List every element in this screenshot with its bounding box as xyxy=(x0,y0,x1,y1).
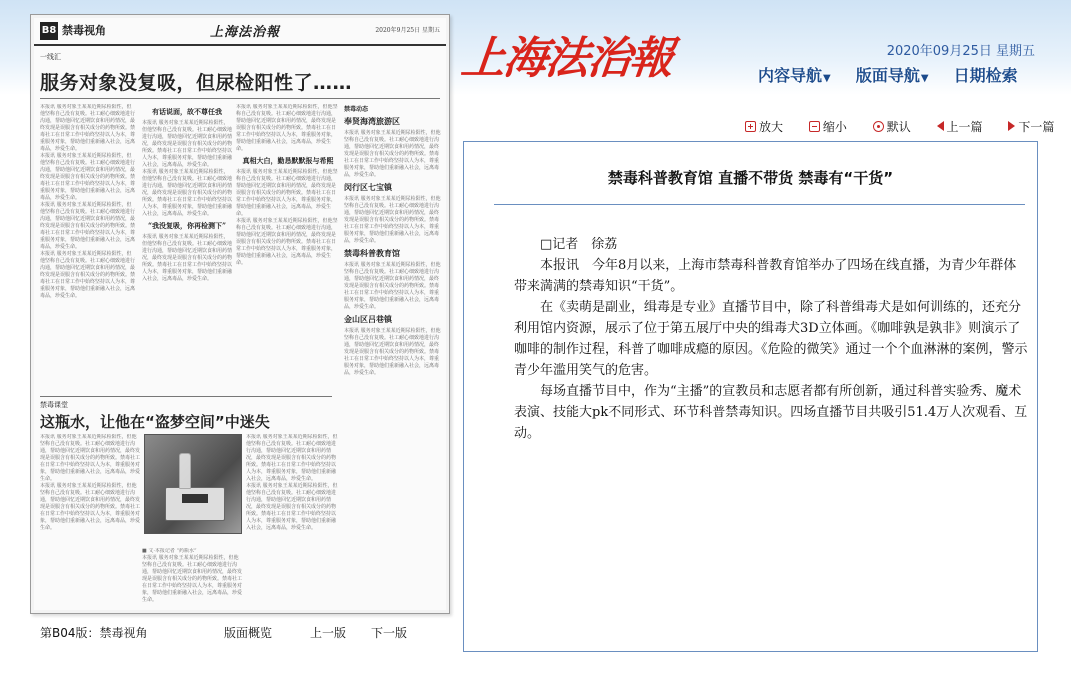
content-nav-menu[interactable] xyxy=(758,63,831,86)
next-page-link[interactable]: 下一版 xyxy=(371,626,408,640)
paper-photo xyxy=(144,434,242,534)
paper-column-text: 本报讯 服务对象王某某近期尿检阳性，但他坚称自己没有复吸。社工耐心细致地进行沟通，帮助他回忆近期饮食和用药情况，最终发现是误服含有相关成分的药物所致。禁毒社工在日常工作中始终坚持以人为本，尊重服务对象，帮助他们重新融入社会，远离毒品，珍爱生命。 xyxy=(142,555,242,603)
paper-column-text: 本报讯 服务对象王某某近期尿检阳性，但他坚称自己没有复吸。社工耐心细致地进行沟通，帮助他回忆近期饮食和用药情况，最终发现是误服含有相关成分的药物所致。禁毒社工在日常工作中始终坚持以人为本，尊重服务对象，帮助他们重新融入社会，远离毒品，珍爱生命。 xyxy=(236,218,338,266)
paper-column-title: 真相大白，勤恳默默报与希熙 xyxy=(242,156,334,165)
paper-tag-top: 一线汇 xyxy=(40,53,61,61)
paper-column-text: 本报讯 服务对象王某某近期尿检阳性，但他坚称自己没有复吸。社工耐心细致地进行沟通，帮助他回忆近期饮食和用药情况，最终发现是误服含有相关成分的药物所致。禁毒社工在日常工作中始终坚持以人为本，尊重服务对象，帮助他们重新融入社会，远离毒品，珍爱生命。 xyxy=(40,104,136,152)
zoom-in-button[interactable] xyxy=(745,118,783,135)
article-paragraph: 在《卖萌是副业，缉毒是专业》直播节目中，除了科普缉毒犬是如何训练的，还充分利用馆内资源，展示了位于第五展厅中央的缉毒犬3D立体画。《咖啡孰是孰非》则演示了咖啡的制作过程，科普了咖啡成瘾的原因。《危险的微笑》通过一个个血淋淋的案例，警示青少年滥用笑气的危害。 xyxy=(514,300,1028,378)
paper-column-text: 本报讯 服务对象王某某近期尿检阳性，但他坚称自己没有复吸。社工耐心细致地进行沟通，帮助他回忆近期饮食和用药情况，最终发现是误服含有相关成分的药物所致。禁毒社工在日常工作中始终坚持以人为本，尊重服务对象，帮助他们重新融入社会，远离毒品，珍爱生命。 xyxy=(344,130,441,178)
section-badge: B8 xyxy=(40,22,58,40)
article-toolbar xyxy=(745,118,1054,135)
article-paragraph: 本报讯 今年8月以来，上海市禁毒科普教育馆举办了四场在线直播，为青少年群体带来満满的禁毒知识“干货”。 xyxy=(514,258,1017,294)
page-label: 第B04版：禁毒视角 xyxy=(40,626,148,640)
next-article-button[interactable] xyxy=(1008,118,1054,135)
zoom-in-label: 放大 xyxy=(759,120,784,134)
paper-column-text: 本报讯 服务对象王某某近期尿检阳性，但他坚称自己没有复吸。社工耐心细致地进行沟通，帮助他回忆近期饮食和用药情况，最终发现是误服含有相关成分的药物所致。禁毒社工在日常工作中始终坚持以人为本，尊重服务对象，帮助他们重新融入社会，远离毒品，珍爱生命。 xyxy=(344,262,441,310)
paper-tag-mid: 禁毒课堂 xyxy=(40,401,68,409)
plus-icon xyxy=(745,121,756,132)
paper-column-4[interactable] xyxy=(40,434,140,610)
paper-column-text: 本报讯 服务对象王某某近期尿检阳性，但他坚称自己没有复吸。社工耐心细致地进行沟通，帮助他回忆近期饮食和用药情况，最终发现是误服含有相关成分的药物所致。禁毒社工在日常工作中始终坚持以人为本，尊重服务对象，帮助他们重新融入社会，远离毒品，珍爱生命。 xyxy=(142,169,232,217)
main-nav xyxy=(758,63,1038,86)
paper-photo-caption: ■ 文·本报记者 “药瓶水” xyxy=(142,548,197,554)
scale-graphic xyxy=(165,487,225,521)
paper-header xyxy=(34,18,446,46)
layout-nav-label: 版面导航 xyxy=(855,66,920,85)
paper-divider xyxy=(40,98,440,99)
newspaper-page-image[interactable] xyxy=(34,18,446,610)
paper-side-head: 闵行区七宝镇 xyxy=(344,182,392,192)
arrow-right-icon xyxy=(1008,121,1015,131)
prev-page-link[interactable]: 上一版 xyxy=(310,626,347,640)
paper-side-head: 金山区吕巷镇 xyxy=(344,314,392,324)
paper-column-text: 本报讯 服务对象王某某近期尿检阳性，但他坚称自己没有复吸。社工耐心细致地进行沟通，帮助他回忆近期饮食和用药情况，最终发现是误服含有相关成分的药物所致。禁毒社工在日常工作中始终坚持以人为本，尊重服务对象，帮助他们重新融入社会，远离毒品，珍爱生命。 xyxy=(236,169,338,217)
date-search-link[interactable]: 日期检索 xyxy=(953,66,1018,85)
reset-zoom-button[interactable] xyxy=(873,118,911,135)
paper-column-text: 本报讯 服务对象王某某近期尿检阳性，但他坚称自己没有复吸。社工耐心细致地进行沟通，帮助他回忆近期饮食和用药情况，最终发现是误服含有相关成分的药物所致。禁毒社工在日常工作中始终坚持以人为本，尊重服务对象，帮助他们重新融入社会，远离毒品，珍爱生命。 xyxy=(246,483,338,531)
paper-column-text: 本报讯 服务对象王某某近期尿检阳性，但他坚称自己没有复吸。社工耐心细致地进行沟通，帮助他回忆近期饮食和用药情况，最终发现是误服含有相关成分的药物所致。禁毒社工在日常工作中始终坚持以人为本，尊重服务对象，帮助他们重新融入社会，远离毒品，珍爱生命。 xyxy=(236,104,338,152)
reset-icon xyxy=(873,121,884,132)
paper-column-text: 本报讯 服务对象王某某近期尿检阳性，但他坚称自己没有复吸。社工耐心细致地进行沟通，帮助他回忆近期饮食和用药情况，最终发现是误服含有相关成分的药物所致。禁毒社工在日常工作中始终坚持以人为本，尊重服务对象，帮助他们重新融入社会，远离毒品，珍爱生命。 xyxy=(344,196,441,244)
prev-article-button[interactable] xyxy=(937,118,983,135)
paper-column-text: 本报讯 服务对象王某某近期尿检阳性，但他坚称自己没有复吸。社工耐心细致地进行沟通，帮助他回忆近期饮食和用药情况，最终发现是误服含有相关成分的药物所致。禁毒社工在日常工作中始终坚持以人为本，尊重服务对象，帮助他们重新融入社会，远离毒品，珍爱生命。 xyxy=(40,202,136,250)
article-title: 禁毒科普教育馆 直播不带货 禁毒有“干货” xyxy=(607,169,894,187)
page-overview-link[interactable]: 版面概览 xyxy=(224,626,273,640)
paper-column-text: 本报讯 服务对象王某某近期尿检阳性，但他坚称自己没有复吸。社工耐心细致地进行沟通，帮助他回忆近期饮食和用药情况，最终发现是误服含有相关成分的药物所致。禁毒社工在日常工作中始终坚持以人为本，尊重服务对象，帮助他们重新融入社会，远离毒品，珍爱生命。 xyxy=(40,251,136,299)
paper-column-5[interactable] xyxy=(142,548,242,610)
article-byline: □记者 徐荔 xyxy=(540,237,618,252)
reset-label: 默认 xyxy=(886,120,911,134)
paper-column-6[interactable] xyxy=(246,434,340,610)
paper-side-head: 奉贤海湾旅游区 xyxy=(344,116,400,126)
section-name: 禁毒视角 xyxy=(62,24,106,37)
layout-nav-menu[interactable] xyxy=(856,63,929,86)
paper-divider xyxy=(40,396,332,397)
zoom-out-label: 缩小 xyxy=(822,120,847,134)
paper-column-tag: 禁毒动态 xyxy=(344,106,369,113)
current-date: 2020年09月25日 星期五 xyxy=(886,44,1035,59)
paper-column-title: “我没复吸，你再检测下” xyxy=(147,221,227,230)
arrow-left-icon xyxy=(937,121,944,131)
paper-column-text: 本报讯 服务对象王某某近期尿检阳性，但他坚称自己没有复吸。社工耐心细致地进行沟通，帮助他回忆近期饮食和用药情况，最终发现是误服含有相关成分的药物所致。禁毒社工在日常工作中始终坚持以人为本，尊重服务对象，帮助他们重新融入社会，远离毒品，珍爱生命。 xyxy=(40,153,136,201)
paper-column-text: 本报讯 服务对象王某某近期尿检阳性，但他坚称自己没有复吸。社工耐心细致地进行沟通，帮助他回忆近期饮食和用药情况，最终发现是误服含有相关成分的药物所致。禁毒社工在日常工作中始终坚持以人为本，尊重服务对象，帮助他们重新融入社会，远离毒品，珍爱生命。 xyxy=(142,120,232,168)
paper-date-small: 2020年9月25日 星期五 xyxy=(375,27,440,34)
bottle-graphic xyxy=(179,453,191,489)
paper-side-column[interactable] xyxy=(344,104,442,610)
paper-column-text: 本报讯 服务对象王某某近期尿检阳性，但他坚称自己没有复吸。社工耐心细致地进行沟通，帮助他回忆近期饮食和用药情况，最终发现是误服含有相关成分的药物所致。禁毒社工在日常工作中始终坚持以人为本，尊重服务对象，帮助他们重新融入社会，远离毒品，珍爱生命。 xyxy=(40,434,140,482)
article-paragraph: 每场直播节目中，作为“主播”的宣教员和志愿者都有所创新，通过科普实验秀、魔术表演、技能大pk不同形式、环节科普禁毒知识。四场直播节目共吸引51.4万人次观看、互动。 xyxy=(514,384,1028,441)
next-article-label: 下一篇 xyxy=(1018,120,1055,134)
prev-article-label: 上一篇 xyxy=(946,120,983,134)
masthead-logo: 上海法治報 xyxy=(458,33,675,84)
paper-headline-second[interactable]: 这瓶水，让他在“盗梦空间”中迷失 xyxy=(40,413,270,431)
paper-column-1[interactable] xyxy=(40,104,136,394)
paper-side-head: 禁毒科普教育馆 xyxy=(344,248,400,258)
page-thumbnail-panel[interactable] xyxy=(30,14,450,614)
paper-headline-main[interactable]: 服务对象没复吸，但尿检阳性了…… xyxy=(40,72,353,94)
paper-column-text: 本报讯 服务对象王某某近期尿检阳性，但他坚称自己没有复吸。社工耐心细致地进行沟通，帮助他回忆近期饮食和用药情况，最终发现是误服含有相关成分的药物所致。禁毒社工在日常工作中始终坚持以人为本，尊重服务对象，帮助他们重新融入社会，远离毒品，珍爱生命。 xyxy=(246,434,338,482)
paper-column-text: 本报讯 服务对象王某某近期尿检阳性，但他坚称自己没有复吸。社工耐心细致地进行沟通，帮助他回忆近期饮食和用药情况，最终发现是误服含有相关成分的药物所致。禁毒社工在日常工作中始终坚持以人为本，尊重服务对象，帮助他们重新融入社会，远离毒品，珍爱生命。 xyxy=(142,234,232,282)
paper-masthead-small: 上海法治報 xyxy=(210,25,281,40)
paper-column-title: 有话说面，故不尊任我 xyxy=(152,107,222,116)
article-divider xyxy=(494,204,1025,205)
chevron-down-icon: ▼ xyxy=(920,73,929,84)
article-panel xyxy=(463,141,1038,652)
paper-column-3[interactable] xyxy=(236,104,340,394)
article-body xyxy=(514,234,1029,444)
paper-column-text: 本报讯 服务对象王某某近期尿检阳性，但他坚称自己没有复吸。社工耐心细致地进行沟通，帮助他回忆近期饮食和用药情况，最终发现是误服含有相关成分的药物所致。禁毒社工在日常工作中始终坚持以人为本，尊重服务对象，帮助他们重新融入社会，远离毒品，珍爱生命。 xyxy=(40,483,140,531)
zoom-out-button[interactable] xyxy=(809,118,847,135)
chevron-down-icon: ▼ xyxy=(823,73,831,84)
minus-icon xyxy=(809,121,820,132)
paper-column-2[interactable] xyxy=(142,104,232,394)
content-nav-label: 内容导航 xyxy=(758,66,823,85)
paper-column-text: 本报讯 服务对象王某某近期尿检阳性，但他坚称自己没有复吸。社工耐心细致地进行沟通，帮助他回忆近期饮食和用药情况，最终发现是误服含有相关成分的药物所致。禁毒社工在日常工作中始终坚持以人为本，尊重服务对象，帮助他们重新融入社会，远离毒品，珍爱生命。 xyxy=(344,328,441,376)
